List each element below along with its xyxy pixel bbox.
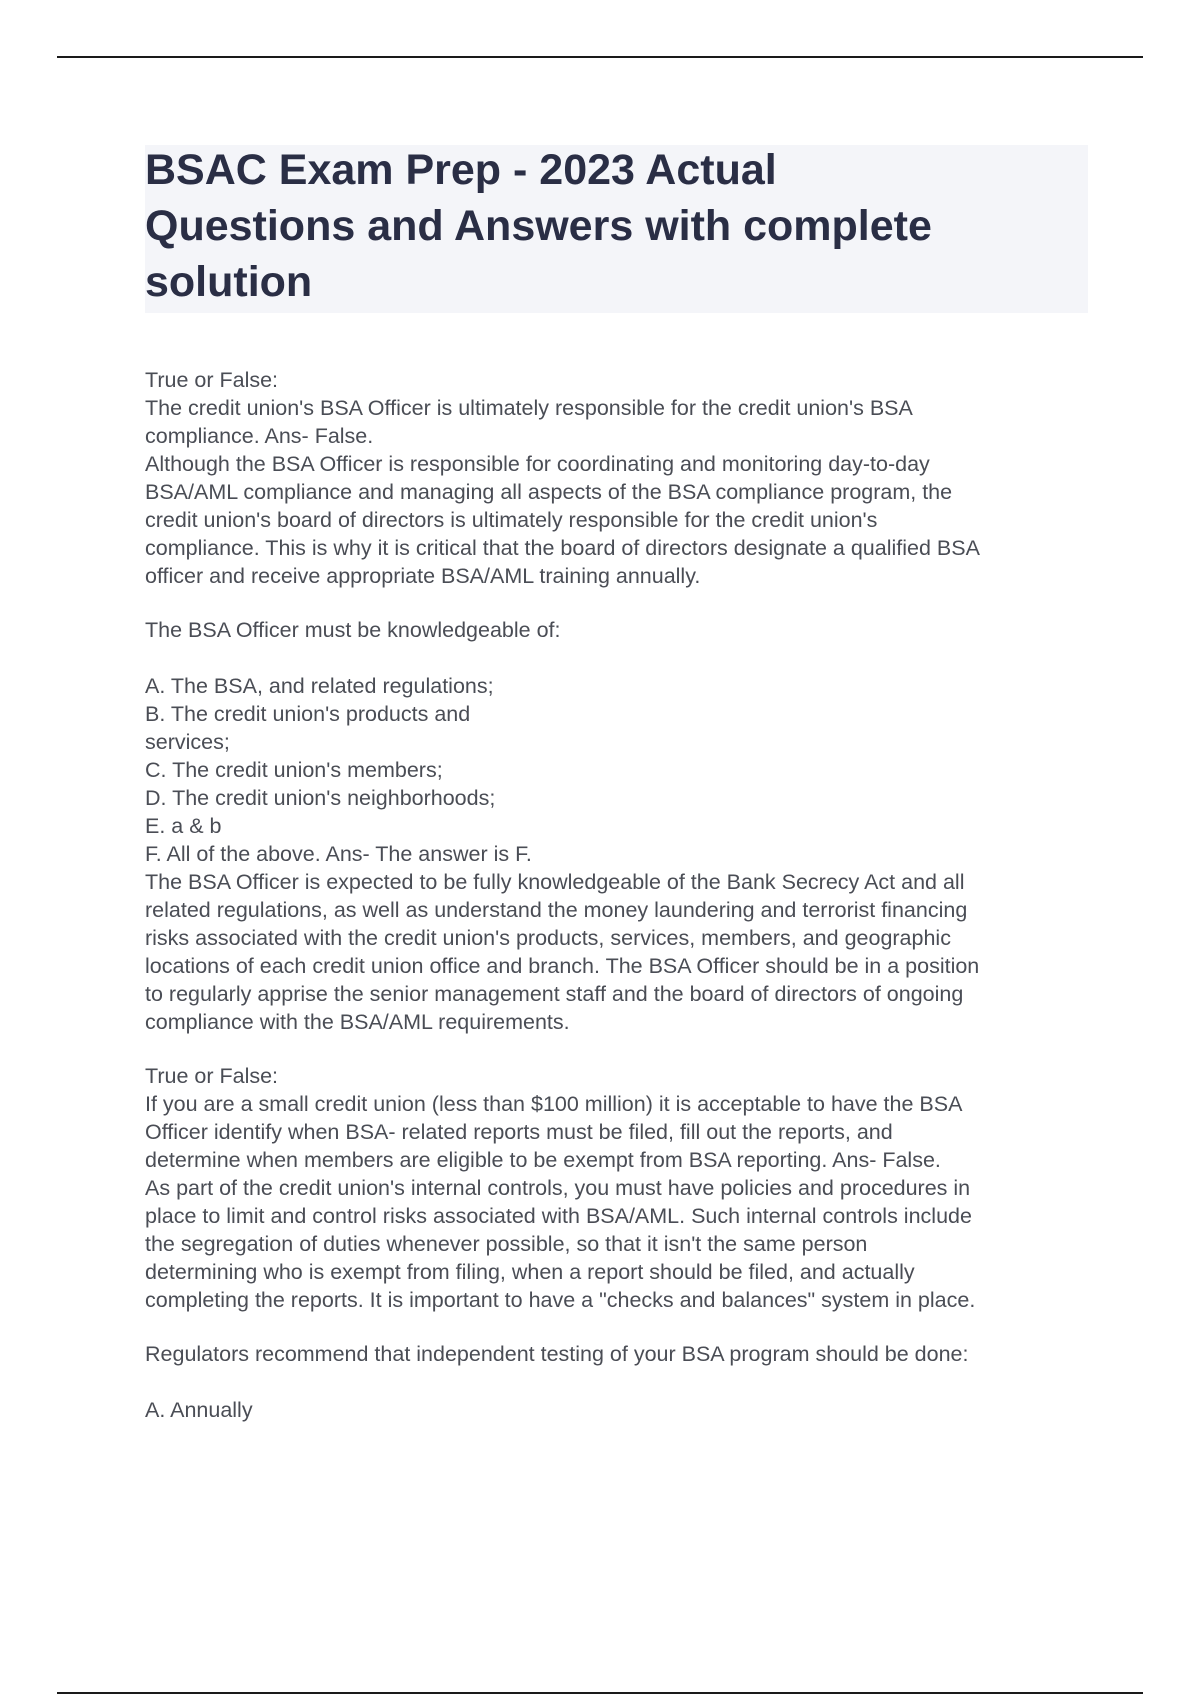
explanation-line: Although the BSA Officer is responsible for coordinating and monitoring day-to-day [145,452,930,476]
explanation-line: place to limit and control risks associated with BSA/AML. Such internal controls include [145,1204,972,1228]
question-4 [145,1340,1090,1424]
option-line: C. The credit union's members; [145,758,443,782]
question-line: Officer identify when BSA- related reports must be filed, fill out the reports, and [145,1120,893,1144]
spacer [145,1368,1090,1396]
question-1 [145,366,1090,590]
spacer [145,1314,1090,1340]
explanation-line: BSA/AML compliance and managing all aspects of the BSA compliance program, the [145,480,953,504]
option-line: B. The credit union's products and [145,702,471,726]
question-line: If you are a small credit union (less than $100 million) it is acceptable to have the BSA [145,1092,963,1116]
explanation-line: officer and receive appropriate BSA/AML training annually. [145,564,701,588]
explanation-line: related regulations, as well as understand the money laundering and terrorist financing [145,898,968,922]
question-line: compliance. Ans- False. [145,424,374,448]
explanation-line: credit union's board of directors is ultimately responsible for the credit union's [145,508,878,532]
option-line: A. Annually [145,1398,253,1422]
question-2 [145,616,1090,1036]
spacer [145,644,1090,672]
explanation-line: completing the reports. It is important to have a "checks and balances" system in place. [145,1288,976,1312]
question-3 [145,1062,1090,1314]
document-body [145,366,1090,1424]
answer-line: F. All of the above. Ans- The answer is F. [145,842,532,866]
explanation-line: the segregation of duties whenever possible, so that it isn't the same person [145,1232,868,1256]
option-line: E. a & b [145,814,222,838]
question-prompt: The BSA Officer must be knowledgeable of: [145,618,561,642]
question-line: True or False: [145,368,279,392]
title-line: BSAC Exam Prep - 2023 Actual [145,146,777,194]
explanation-line: determining who is exempt from filing, when a report should be filed, and actually [145,1260,915,1284]
explanation-line: to regularly apprise the senior management staff and the board of directors of ongoing [145,982,964,1006]
bottom-rule [57,1692,1143,1694]
explanation-line: compliance with the BSA/AML requirements. [145,1010,570,1034]
question-line: determine when members are eligible to be exempt from BSA reporting. Ans- False. [145,1148,941,1172]
title-line: solution [145,258,313,306]
spacer [145,1036,1090,1062]
option-line: D. The credit union's neighborhoods; [145,786,496,810]
option-line: services; [145,730,230,754]
explanation-line: The BSA Officer is expected to be fully knowledgeable of the Bank Secrecy Act and all [145,870,965,894]
question-line: True or False: [145,1064,279,1088]
top-rule [57,56,1143,58]
explanation-line: As part of the credit union's internal controls, you must have policies and procedures in [145,1176,971,1200]
spacer [145,590,1090,616]
question-prompt: Regulators recommend that independent testing of your BSA program should be done: [145,1342,969,1366]
title-line: Questions and Answers with complete [145,202,932,250]
explanation-line: compliance. This is why it is critical that the board of directors designate a qualified BSA [145,536,980,560]
document-title [145,142,1085,310]
option-line: A. The BSA, and related regulations; [145,674,494,698]
explanation-line: risks associated with the credit union's products, services, members, and geographic [145,926,951,950]
explanation-line: locations of each credit union office and branch. The BSA Officer should be in a position [145,954,980,978]
question-line: The credit union's BSA Officer is ultimately responsible for the credit union's BSA [145,396,913,420]
